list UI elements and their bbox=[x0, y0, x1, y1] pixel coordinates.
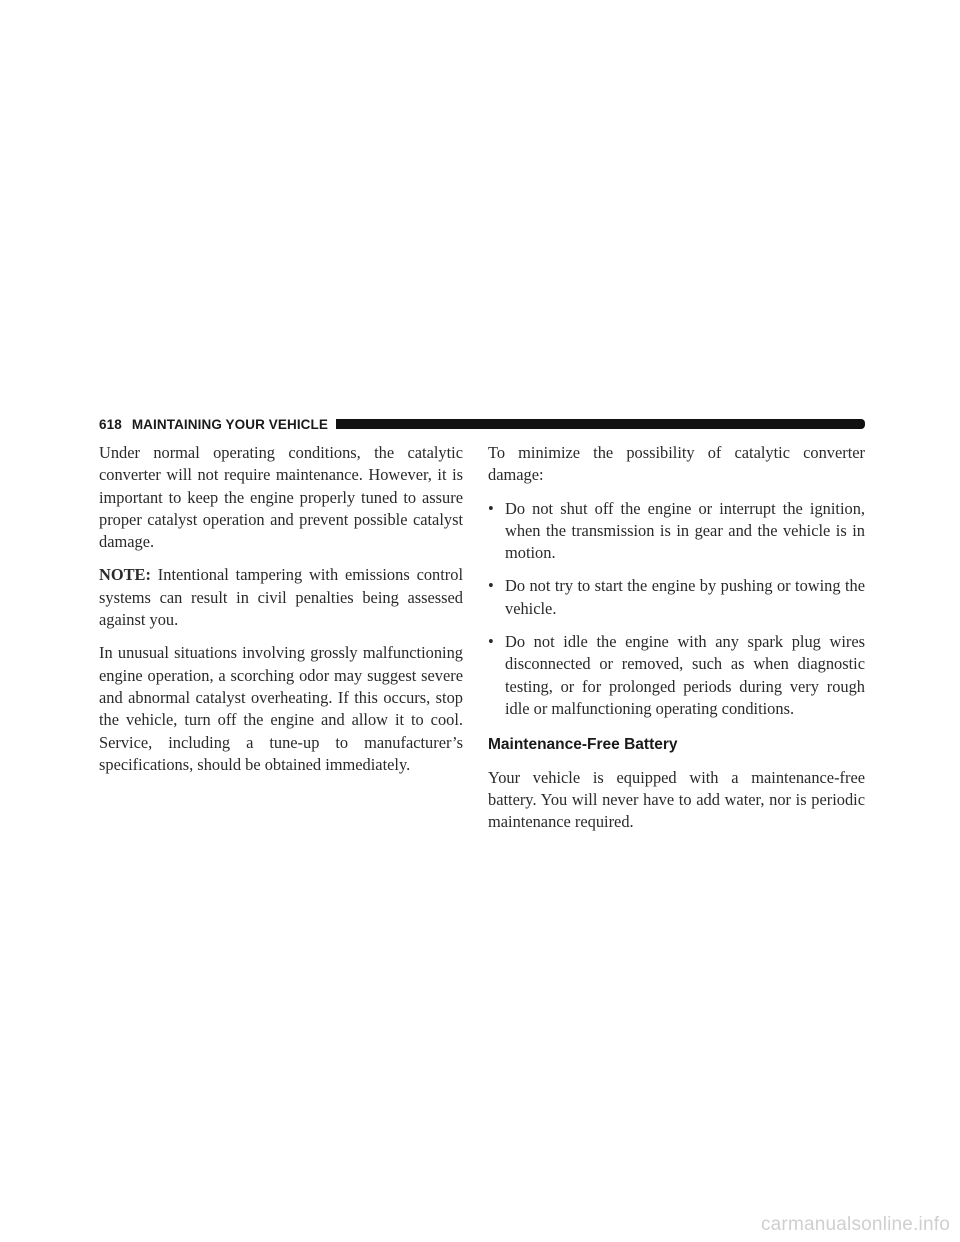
bullet-icon: • bbox=[488, 576, 494, 596]
bullet-icon: • bbox=[488, 498, 494, 518]
overheating-paragraph: In unusual situations involving grossly malfunctioning engine operation, a scorching odor may suggest severe and abnormal catalyst overheating. If this occurs, stop the vehicle, turn off the engine and allow it to cool. Service, including a tune-up to manufacturer’s specifications, should be obtained immediately. bbox=[99, 643, 463, 774]
list-item-text: Do not try to start the engine by pushing or towing the vehicle. bbox=[505, 576, 865, 618]
note-paragraph bbox=[99, 564, 463, 631]
list-item bbox=[488, 575, 865, 620]
bullet-icon: • bbox=[488, 632, 494, 652]
page-header bbox=[99, 414, 865, 434]
damage-intro-paragraph: To minimize the possibility of catalytic converter damage: bbox=[488, 443, 865, 485]
battery-subheading: Maintenance-Free Battery bbox=[488, 736, 678, 754]
header-rule bbox=[336, 419, 865, 429]
catalytic-maintenance-paragraph: Under normal operating conditions, the catalytic converter will not require maintenance. However, it is important to keep the engine properly tuned to assure proper catalyst operation and prevent possible catalyst damage. bbox=[99, 443, 463, 552]
list-item bbox=[488, 631, 865, 720]
list-item-text: Do not shut off the engine or interrupt the ignition, when the transmission is in gear and the vehicle is in motion. bbox=[505, 498, 865, 563]
right-column bbox=[488, 442, 865, 844]
damage-prevention-list bbox=[488, 498, 865, 721]
list-item bbox=[488, 498, 865, 565]
page-number: 618 bbox=[99, 416, 122, 432]
note-text: Intentional tampering with emissions control systems can result in civil penalties being assessed against you. bbox=[99, 565, 463, 630]
section-title: MAINTAINING YOUR VEHICLE bbox=[131, 416, 328, 432]
left-column bbox=[99, 442, 463, 787]
note-label: NOTE: bbox=[99, 565, 151, 585]
list-item-text: Do not idle the engine with any spark plug wires disconnected or removed, such as when diagnostic testing, or for prolonged periods during very rough idle or malfunctioning operating conditions. bbox=[505, 632, 865, 718]
watermark-text: carmanualsonline.info bbox=[760, 1214, 950, 1235]
battery-paragraph: Your vehicle is equipped with a maintenance-free battery. You will never have to add water, nor is periodic maintenance required. bbox=[488, 767, 865, 832]
